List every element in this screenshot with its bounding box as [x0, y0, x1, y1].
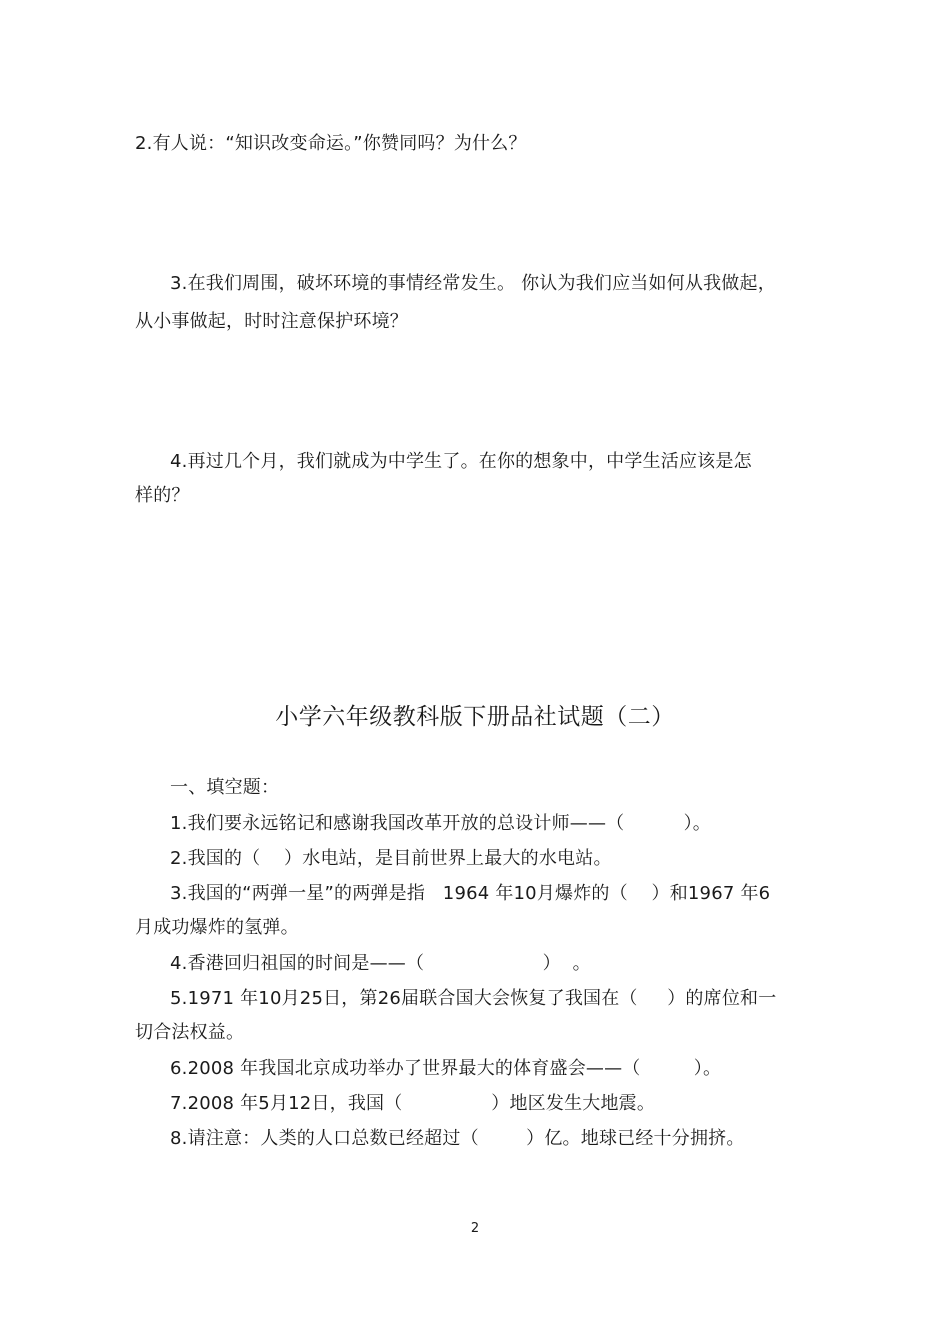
question-3-line-1: 3.在我们周围，破坏环境的事情经常发生。 你认为我们应当如何从我做起， [170, 273, 776, 294]
fill-item-5-line-2: 切合法权益。 [135, 1022, 245, 1043]
fill-item-3-line-1: 3.我国的“两弹一星”的两弹是指 1964 年10月爆炸的（ ）和1967 年6 [170, 883, 771, 904]
section-heading: 一、填空题： [170, 777, 280, 798]
fill-item-4: 4.香港回归祖国的时间是——（ ） 。 [170, 953, 591, 974]
fill-item-1: 1.我们要永远铭记和感谢我国改革开放的总设计师——（ ）。 [170, 813, 711, 834]
fill-item-5-line-1: 5.1971 年10月25日，第26届联合国大会恢复了我国在（ ）的席位和一 [170, 988, 777, 1009]
page-number: 2 [470, 1221, 480, 1236]
fill-item-6: 6.2008 年我国北京成功举办了世界最大的体育盛会——（ ）。 [170, 1058, 722, 1079]
question-3-line-2: 从小事做起，时时注意保护环境？ [135, 311, 408, 332]
question-4-line-2: 样的？ [135, 485, 190, 506]
fill-item-2: 2.我国的（ ）水电站，是目前世界上最大的水电站。 [170, 848, 612, 869]
question-4-line-1: 4.再过几个月，我们就成为中学生了。在你的想象中，中学生活应该是怎 [170, 451, 752, 472]
fill-item-3-line-2: 月成功爆炸的氢弹。 [135, 917, 299, 938]
fill-item-8: 8.请注意：人类的人口总数已经超过（ ）亿。地球已经十分拥挤。 [170, 1128, 745, 1149]
fill-item-7: 7.2008 年5月12日，我国（ ）地区发生大地震。 [170, 1093, 656, 1114]
question-2: 2.有人说：“知识改变命运。”你赞同吗？为什么？ [135, 133, 527, 154]
exam-title: 小学六年级教科版下册品社试题（二） [275, 704, 675, 730]
